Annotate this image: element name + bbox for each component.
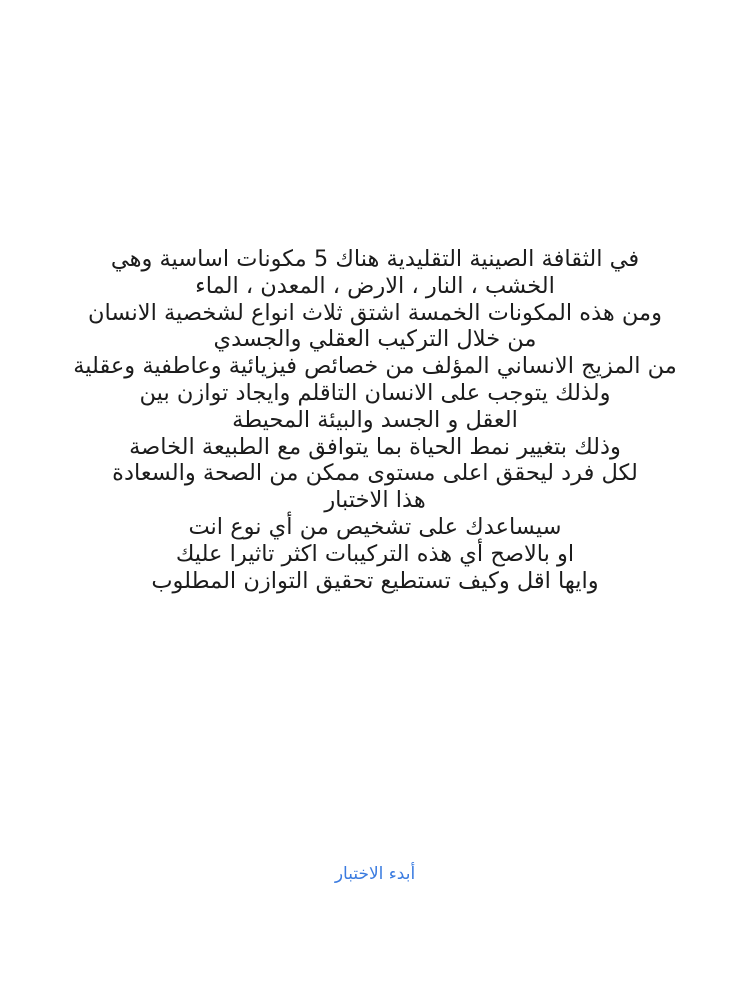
intro-text — [20, 246, 730, 594]
intro-line: وذلك بتغيير نمط الحياة بما يتوافق مع الطبيعة الخاصة — [129, 433, 621, 460]
intro-line: او بالاصح أي هذه التركيبات اكثر تاثيرا عليك — [175, 540, 575, 567]
intro-line: من خلال التركيب العقلي والجسدي — [213, 326, 537, 353]
intro-line: هذا الاختبار — [324, 487, 426, 514]
intro-line: العقل و الجسد والبيئة المحيطة — [232, 406, 518, 433]
intro-line: من المزيج الانساني المؤلف من خصائص فيزيائية وعاطفية وعقلية — [73, 353, 677, 380]
start-quiz-button[interactable]: أبدء الاختبار — [275, 858, 475, 890]
intro-line: لكل فرد ليحقق اعلى مستوى ممكن من الصحة والسعادة — [112, 460, 638, 487]
intro-line: الخشب ، النار ، الارض ، المعدن ، الماء — [195, 272, 555, 299]
intro-line: سيساعدك على تشخيص من أي نوع انت — [188, 513, 562, 540]
intro-line: وايها اقل وكيف تستطيع تحقيق التوازن المطلوب — [151, 567, 599, 594]
intro-line: في الثقافة الصينية التقليدية هناك 5 مكونات اساسية وهي — [110, 246, 640, 272]
intro-line: ولذلك يتوجب على الانسان التاقلم وايجاد توازن بين — [139, 379, 611, 406]
intro-line: ومن هذه المكونات الخمسة اشتق ثلاث انواع لشخصية الانسان — [88, 299, 662, 326]
